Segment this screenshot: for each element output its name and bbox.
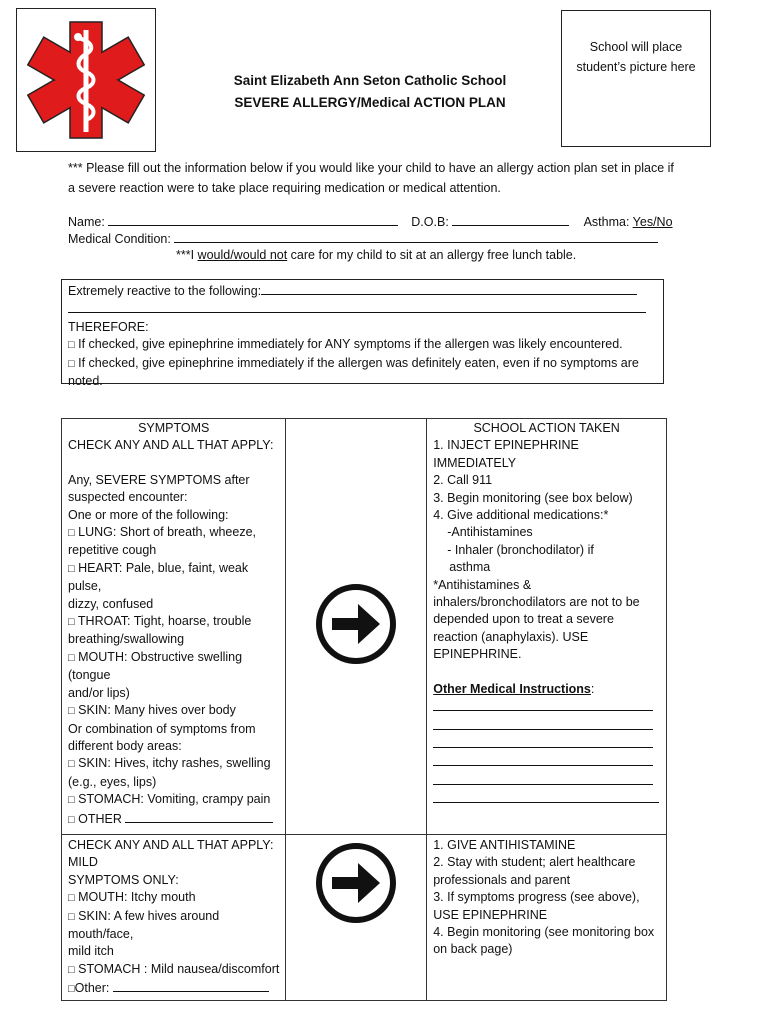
instructions-line-4[interactable] xyxy=(433,753,653,766)
asthma-label: Asthma: xyxy=(583,215,630,229)
note-line-4: reaction (anaphylaxis). USE xyxy=(433,629,589,644)
instructions-line-1[interactable] xyxy=(433,698,653,711)
asthma-choice[interactable]: Yes/No xyxy=(632,215,673,229)
mild-symptoms-cell xyxy=(62,834,286,1000)
option-definitely-eaten: If checked, give epinephrine immediately if the allergen was definitely eaten, even if no symptoms are xyxy=(78,355,639,370)
intro-line-2: a severe reaction were to take place requiring medication or medical attention. xyxy=(68,181,501,195)
severe-intro-1: Any, SEVERE SYMPTOMS after xyxy=(68,472,250,487)
mild-action-4-cont: on back page) xyxy=(433,942,513,957)
actions-header: SCHOOL ACTION TAKEN xyxy=(473,421,620,435)
checkbox-mild-stomach[interactable]: □ xyxy=(68,963,75,976)
symptoms-table xyxy=(61,418,667,1001)
name-label: Name: xyxy=(68,215,105,229)
table-row xyxy=(62,834,667,1000)
checkbox-definitely-eaten[interactable]: □ xyxy=(68,357,75,370)
reactive-label: Extremely reactive to the following: xyxy=(68,284,262,298)
mild-action-1: 1. GIVE ANTIHISTAMINE xyxy=(433,837,576,852)
symptom-other: OTHER xyxy=(78,811,122,826)
symptom-stomach: STOMACH: Vomiting, crampy pain xyxy=(78,792,271,807)
action-medications: 4. Give additional medications:* xyxy=(433,508,609,523)
mild-mouth: MOUTH: Itchy mouth xyxy=(78,890,196,905)
combination-line-1: Or combination of symptoms from xyxy=(68,721,256,736)
arrow-right-icon xyxy=(314,582,398,666)
mild-other-field[interactable] xyxy=(113,979,269,992)
symptom-skin-hives-cont: (e.g., eyes, lips) xyxy=(68,774,157,789)
action-inhaler: - Inhaler (bronchodilator) if xyxy=(447,542,594,557)
checkbox-heart[interactable]: □ xyxy=(68,562,75,575)
severe-intro-3: One or more of the following: xyxy=(68,507,229,522)
lunch-prefix: ***I xyxy=(176,248,198,262)
photo-box-line2: student’s picture here xyxy=(576,60,696,74)
school-name: Saint Elizabeth Ann Seton Catholic School xyxy=(233,73,507,88)
allergen-field[interactable] xyxy=(261,282,637,295)
instructions-line-3[interactable] xyxy=(433,735,653,748)
mild-check-all: CHECK ANY AND ALL THAT APPLY: MILD xyxy=(68,837,274,870)
symptom-throat-cont: breathing/swallowing xyxy=(68,632,185,647)
mild-skin-cont: mild itch xyxy=(68,944,114,959)
checkbox-other[interactable]: □ xyxy=(68,813,75,826)
checkbox-mild-other[interactable]: □ xyxy=(68,983,75,996)
therefore-label: THEREFORE: xyxy=(68,319,149,334)
action-inhaler-cont: asthma xyxy=(449,560,491,575)
symptom-skin: SKIN: Many hives over body xyxy=(78,703,236,718)
action-call-911: 2. Call 911 xyxy=(433,473,493,488)
table-row xyxy=(62,419,667,835)
condition-row xyxy=(68,230,688,248)
symptom-mouth-cont: and/or lips) xyxy=(68,685,130,700)
note-line-2: inhalers/bronchodilators are not to be xyxy=(433,595,640,610)
checkbox-any-symptoms[interactable]: □ xyxy=(68,339,75,352)
lunch-table-row xyxy=(176,247,696,264)
intro-line-1: *** Please fill out the information below if you would like your child to have an allergy action plan set in place if xyxy=(68,161,674,175)
symptom-skin-hives: SKIN: Hives, itchy rashes, swelling xyxy=(78,756,271,771)
checkbox-throat[interactable]: □ xyxy=(68,616,75,629)
allergen-field-2[interactable] xyxy=(68,300,646,313)
checkbox-mouth[interactable]: □ xyxy=(68,651,75,664)
note-line-1: *Antihistamines & xyxy=(433,577,532,592)
star-of-life-logo xyxy=(16,8,156,152)
severe-symptoms-cell xyxy=(62,419,286,835)
condition-field[interactable] xyxy=(174,230,658,243)
checkbox-skin-hives[interactable]: □ xyxy=(68,758,75,771)
symptom-heart-cont: dizzy, confused xyxy=(68,596,154,611)
mild-other: Other: xyxy=(74,981,110,996)
combination-line-2: different body areas: xyxy=(68,738,182,753)
mild-symptoms-only: SYMPTOMS ONLY: xyxy=(68,872,179,887)
name-field[interactable] xyxy=(108,213,398,226)
checkbox-mild-mouth[interactable]: □ xyxy=(68,892,75,905)
action-inject: 1. INJECT EPINEPHRINE IMMEDIATELY xyxy=(433,438,579,470)
instructions-line-2[interactable] xyxy=(433,717,653,730)
arrow-cell xyxy=(286,419,427,835)
option-definitely-eaten-cont: noted. xyxy=(68,374,103,389)
symptom-mouth: MOUTH: Obstructive swelling (tongue xyxy=(68,649,243,683)
name-row xyxy=(68,213,688,231)
symptoms-header: SYMPTOMS xyxy=(138,421,210,435)
action-monitor: 3. Begin monitoring (see box below) xyxy=(433,490,633,505)
arrow-cell xyxy=(286,834,427,1000)
condition-label: Medical Condition: xyxy=(68,232,171,246)
mild-stomach: STOMACH : Mild nausea/discomfort xyxy=(78,961,280,976)
lunch-choice[interactable]: would/would not xyxy=(197,248,288,262)
mild-action-3-cont: USE EPINEPHRINE xyxy=(433,907,548,922)
mild-action-2: 2. Stay with student; alert healthcare xyxy=(433,855,636,870)
dob-label: D.O.B: xyxy=(411,215,449,229)
arrow-right-icon xyxy=(314,841,398,925)
action-antihistamines: -Antihistamines xyxy=(447,525,533,540)
mild-action-3: 3. If symptoms progress (see above), xyxy=(433,890,640,905)
other-instructions-title: Other Medical Instructions xyxy=(433,681,591,696)
symptom-heart: HEART: Pale, blue, faint, weak pulse, xyxy=(68,560,249,594)
checkbox-skin[interactable]: □ xyxy=(68,705,75,718)
note-line-5: EPINEPHRINE. xyxy=(433,647,522,662)
plan-title: SEVERE ALLERGY/Medical ACTION PLAN xyxy=(234,95,506,110)
option-any-symptoms: If checked, give epinephrine immediately for ANY symptoms if the allergen was likely encountered. xyxy=(78,337,623,352)
mild-action-4: 4. Begin monitoring (see monitoring box xyxy=(433,924,655,939)
note-line-3: depended upon to treat a severe xyxy=(433,612,614,627)
mild-actions-cell xyxy=(427,834,667,1000)
instructions-line-5[interactable] xyxy=(433,772,653,785)
mild-action-2-cont: professionals and parent xyxy=(433,872,571,887)
dob-field[interactable] xyxy=(452,213,569,226)
instructions-line-6[interactable] xyxy=(433,790,659,803)
mild-skin: SKIN: A few hives around mouth/face, xyxy=(68,908,220,941)
student-photo-box[interactable] xyxy=(561,10,711,147)
symptom-throat: THROAT: Tight, hoarse, trouble xyxy=(77,614,252,629)
checkbox-mild-skin[interactable]: □ xyxy=(68,910,75,923)
allergen-box xyxy=(61,279,664,389)
checkbox-lung[interactable]: □ xyxy=(68,527,75,540)
other-instructions-colon: : xyxy=(590,681,595,696)
photo-box-line1: School will place xyxy=(589,40,683,54)
symptom-lung: LUNG: Short of breath, wheeze, xyxy=(78,525,257,540)
severe-intro-2: suspected encounter: xyxy=(68,490,188,505)
symptom-lung-cont: repetitive cough xyxy=(68,543,157,558)
star-of-life-icon xyxy=(17,9,155,151)
other-field[interactable] xyxy=(125,810,273,823)
severe-actions-cell xyxy=(427,419,667,835)
checkbox-stomach[interactable]: □ xyxy=(68,794,75,807)
severe-check-all: CHECK ANY AND ALL THAT APPLY: xyxy=(68,438,274,453)
lunch-suffix: care for my child to sit at an allergy free lunch table. xyxy=(287,248,577,262)
